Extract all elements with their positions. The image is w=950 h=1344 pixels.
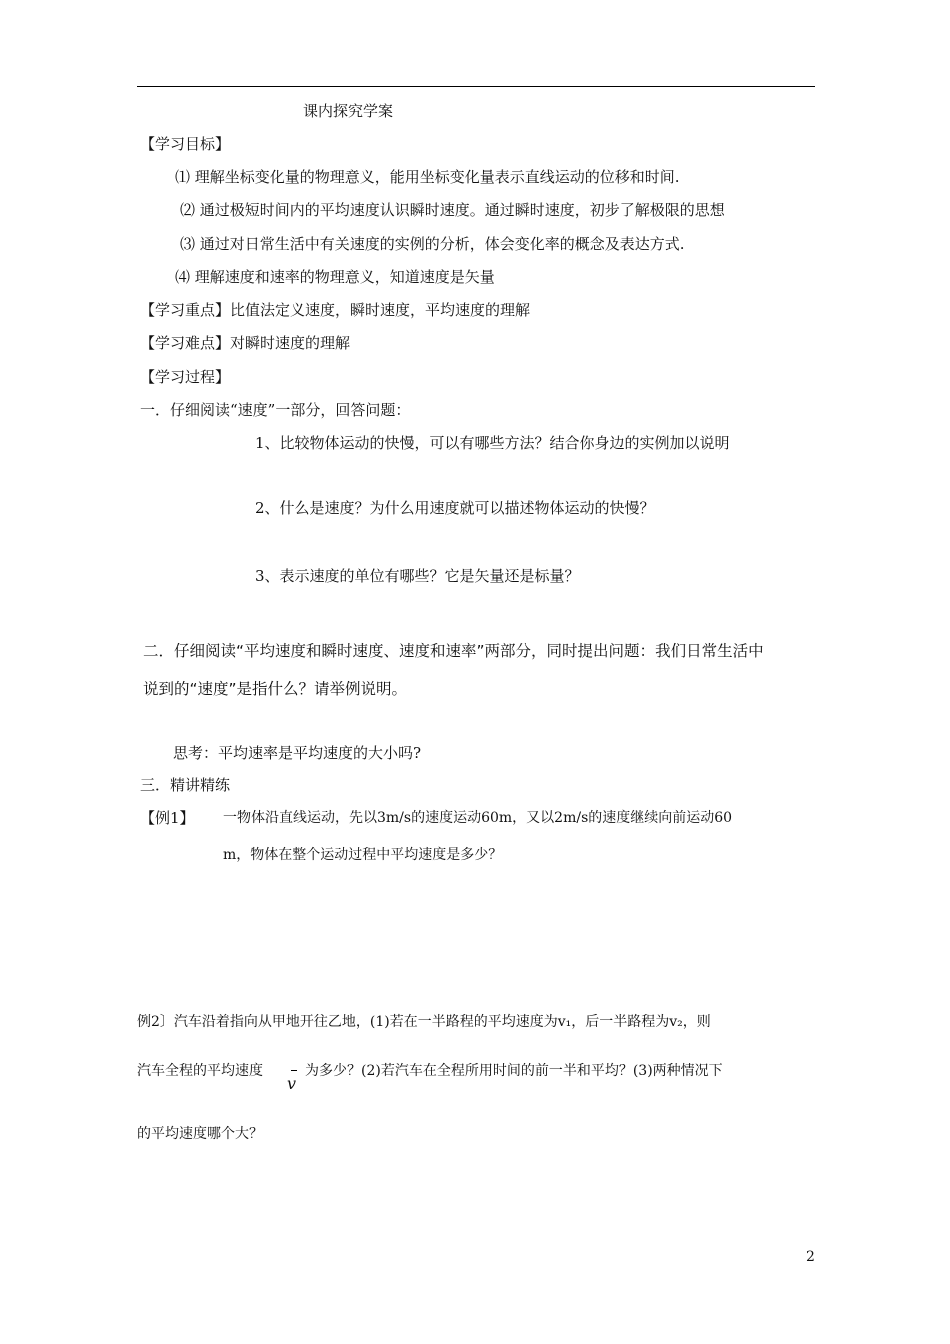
section2-line1: 二．仔细阅读“平均速度和瞬时速度、速度和速率”两部分，同时提出问题：我们日常生活中: [143, 642, 764, 660]
process-header: 【学习过程】: [140, 368, 231, 386]
section1-heading: 一．仔细阅读“速度”一部分，回答问题：: [140, 401, 411, 419]
example1-label: 【例1】: [140, 809, 195, 827]
example1-line1: 一物体沿直线运动，先以3m/s的速度运动60m，又以2m/s的速度继续向前运动60: [223, 810, 733, 826]
question-2: 2、什么是速度？为什么用速度就可以描述物体运动的快慢？: [255, 499, 655, 517]
think-question: 思考：平均速率是平均速度的大小吗?: [173, 744, 422, 762]
question-3: 3、表示速度的单位有哪些？它是矢量还是标量？: [255, 567, 580, 585]
section3-heading: 三．精讲精练: [140, 776, 231, 794]
example2-line2a: 汽车全程的平均速度: [137, 1063, 263, 1079]
doc-title: 课内探究学案: [303, 102, 394, 120]
v-symbol: v: [287, 1074, 297, 1093]
example2-line3: 的平均速度哪个大？: [137, 1126, 263, 1142]
goal-2: ⑵ 通过极短时间内的平均速度认识瞬时速度。通过瞬时速度，初步了解极限的思想: [180, 201, 725, 219]
example1-line2: m，物体在整个运动过程中平均速度是多少？: [223, 847, 503, 863]
goal-3: ⑶ 通过对日常生活中有关速度的实例的分析，体会变化率的概念及表达方式.: [180, 235, 685, 253]
difficulty: 【学习难点】对瞬时速度的理解: [140, 334, 351, 352]
goals-header: 【学习目标】: [140, 135, 231, 153]
v-bar-symbol: [291, 1070, 297, 1071]
example2-line1: 例2〕汽车沿着指向从甲地开往乙地，(1)若在一半路程的平均速度为v₁，后一半路程为v₂，则: [137, 1014, 711, 1030]
header-rule: [137, 86, 815, 87]
key-point: 【学习重点】比值法定义速度，瞬时速度，平均速度的理解: [140, 301, 531, 319]
question-1: 1、比较物体运动的快慢，可以有哪些方法？结合你身边的实例加以说明: [255, 434, 730, 452]
goal-4: ⑷ 理解速度和速率的物理意义，知道速度是矢量: [175, 268, 495, 286]
example2-line2b: 为多少？(2)若汽车在全程所用时间的前一半和平均？(3)两种情况下: [305, 1063, 723, 1079]
goal-1: ⑴ 理解坐标变化量的物理意义，能用坐标变化量表示直线运动的位移和时间.: [175, 168, 680, 186]
page-number: 2: [806, 1249, 815, 1265]
section2-line2: 说到的“速度”是指什么？请举例说明。: [143, 680, 408, 698]
